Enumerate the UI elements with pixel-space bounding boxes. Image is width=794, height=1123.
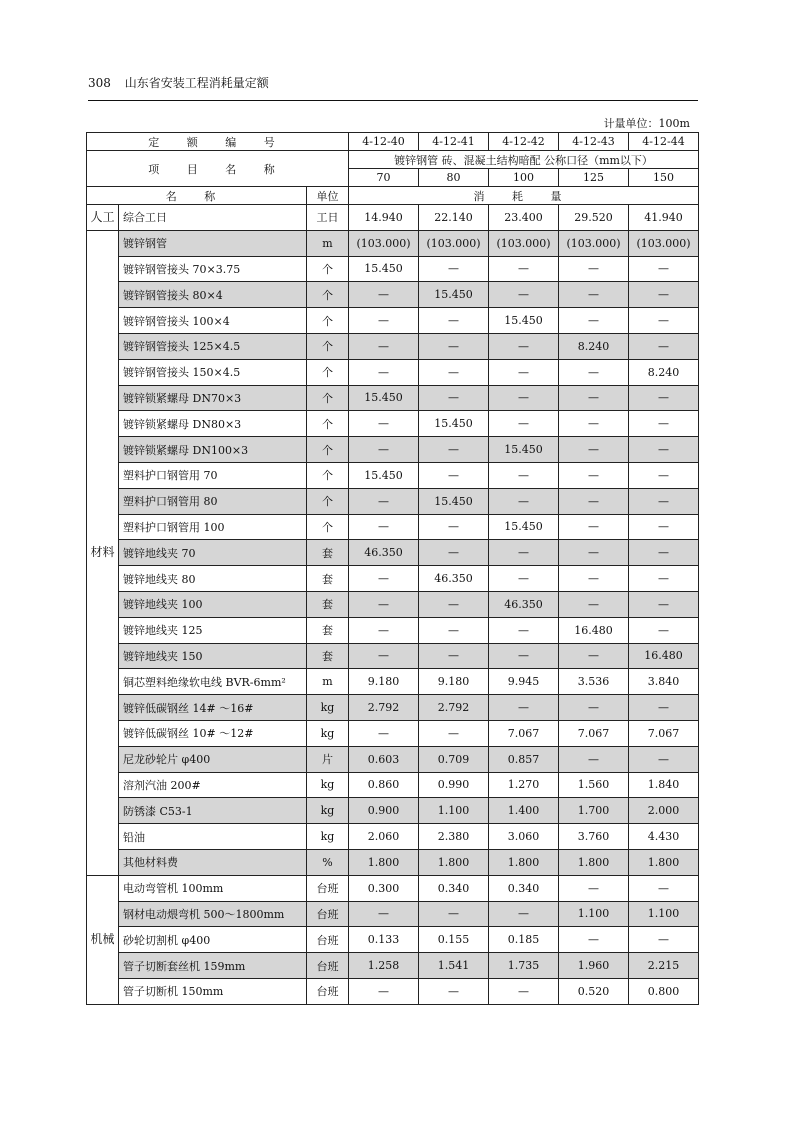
value-cell: —	[419, 514, 489, 540]
unit-cell: 个	[307, 385, 349, 411]
value-cell: 46.350	[419, 566, 489, 592]
value-cell: —	[629, 437, 699, 463]
item-description: 镀锌钢管 砖、混凝土结构暗配 公称口径（mm以下）	[349, 151, 699, 169]
quota-code: 4-12-44	[629, 133, 699, 151]
value-cell: 0.857	[489, 746, 559, 772]
material-name: 铜芯塑料绝缘软电线 BVR-6mm²	[119, 669, 307, 695]
unit-cell: 个	[307, 333, 349, 359]
value-cell: —	[559, 514, 629, 540]
value-cell: —	[489, 978, 559, 1004]
material-name: 其他材料费	[119, 849, 307, 875]
unit-cell: kg	[307, 824, 349, 850]
value-cell: —	[419, 643, 489, 669]
value-cell: —	[489, 359, 559, 385]
category-cell: 机械	[87, 875, 119, 1004]
unit-cell: m	[307, 230, 349, 256]
value-cell: —	[629, 385, 699, 411]
unit-cell: 个	[307, 282, 349, 308]
value-cell: —	[349, 617, 419, 643]
table-row	[87, 359, 699, 385]
value-cell: 0.603	[349, 746, 419, 772]
table-row	[87, 308, 699, 334]
value-cell: —	[349, 333, 419, 359]
value-cell: 9.180	[349, 669, 419, 695]
material-name: 镀锌钢管接头 150×4.5	[119, 359, 307, 385]
table-row	[87, 462, 699, 488]
value-cell: 1.270	[489, 772, 559, 798]
value-cell: 22.140	[419, 205, 489, 231]
material-name: 镀锌地线夹 100	[119, 591, 307, 617]
value-cell: (103.000)	[629, 230, 699, 256]
value-cell: —	[349, 308, 419, 334]
value-cell: 2.792	[419, 695, 489, 721]
value-cell: 15.450	[419, 282, 489, 308]
value-cell: —	[349, 359, 419, 385]
book-title: 山东省安装工程消耗量定额	[124, 76, 269, 90]
table-row	[87, 566, 699, 592]
value-cell: 9.180	[419, 669, 489, 695]
unit-cell: 台班	[307, 927, 349, 953]
value-cell: 0.185	[489, 927, 559, 953]
value-cell: —	[489, 643, 559, 669]
quota-code: 4-12-40	[349, 133, 419, 151]
value-cell: —	[559, 695, 629, 721]
material-name: 镀锌锁紧螺母 DN80×3	[119, 411, 307, 437]
material-name: 管子切断套丝机 159mm	[119, 953, 307, 979]
value-cell: 0.340	[419, 875, 489, 901]
value-cell: —	[419, 308, 489, 334]
value-cell: —	[419, 359, 489, 385]
value-cell: —	[629, 540, 699, 566]
value-cell: —	[629, 282, 699, 308]
value-cell: —	[349, 488, 419, 514]
table-row	[87, 849, 699, 875]
value-cell: 41.940	[629, 205, 699, 231]
table-row	[87, 798, 699, 824]
value-cell: 3.760	[559, 824, 629, 850]
value-cell: 1.800	[419, 849, 489, 875]
value-cell: —	[419, 591, 489, 617]
value-cell: —	[629, 462, 699, 488]
value-cell: —	[349, 437, 419, 463]
value-cell: —	[559, 488, 629, 514]
value-cell: 1.800	[629, 849, 699, 875]
material-name: 电动弯管机 100mm	[119, 875, 307, 901]
table-row	[87, 411, 699, 437]
value-cell: 3.536	[559, 669, 629, 695]
unit-cell: m	[307, 669, 349, 695]
value-cell: 2.215	[629, 953, 699, 979]
value-cell: 4.430	[629, 824, 699, 850]
value-cell: —	[559, 282, 629, 308]
table-row	[87, 824, 699, 850]
value-cell: (103.000)	[419, 230, 489, 256]
unit-cell: 台班	[307, 978, 349, 1004]
table-row	[87, 617, 699, 643]
table-row	[87, 978, 699, 1004]
unit-cell: %	[307, 849, 349, 875]
value-cell: —	[419, 333, 489, 359]
value-cell: —	[489, 385, 559, 411]
value-cell: —	[419, 540, 489, 566]
value-cell: 0.340	[489, 875, 559, 901]
table-row	[87, 514, 699, 540]
unit-cell: 个	[307, 308, 349, 334]
table-row	[87, 772, 699, 798]
table-row	[87, 643, 699, 669]
value-cell: —	[629, 746, 699, 772]
value-cell: 7.067	[489, 720, 559, 746]
value-cell: 1.800	[559, 849, 629, 875]
value-cell: 3.060	[489, 824, 559, 850]
value-cell: 15.450	[419, 411, 489, 437]
value-cell: —	[559, 927, 629, 953]
value-cell: —	[559, 385, 629, 411]
value-cell: —	[559, 411, 629, 437]
unit-cell: 工日	[307, 205, 349, 231]
unit-cell: 个	[307, 256, 349, 282]
value-cell: —	[629, 695, 699, 721]
value-cell: 1.960	[559, 953, 629, 979]
value-cell: —	[559, 566, 629, 592]
item-name-label: 项 目 名 称	[87, 151, 349, 187]
table-row	[87, 901, 699, 927]
unit-cell: 套	[307, 617, 349, 643]
value-cell: —	[489, 411, 559, 437]
value-cell: —	[489, 256, 559, 282]
material-name: 防锈漆 C53-1	[119, 798, 307, 824]
value-cell: 9.945	[489, 669, 559, 695]
value-cell: 0.520	[559, 978, 629, 1004]
unit-cell: kg	[307, 798, 349, 824]
unit-cell: 个	[307, 488, 349, 514]
material-name: 镀锌钢管接头 80×4	[119, 282, 307, 308]
value-cell: —	[349, 978, 419, 1004]
value-cell: 15.450	[419, 488, 489, 514]
unit-cell: 片	[307, 746, 349, 772]
header-rule	[88, 100, 698, 101]
value-cell: —	[559, 256, 629, 282]
unit-cell: 个	[307, 437, 349, 463]
value-cell: 0.800	[629, 978, 699, 1004]
table-row	[87, 746, 699, 772]
value-cell: —	[349, 643, 419, 669]
value-cell: —	[559, 308, 629, 334]
value-cell: 2.000	[629, 798, 699, 824]
diameter: 150	[629, 169, 699, 187]
unit-cell: 套	[307, 643, 349, 669]
value-cell: —	[349, 566, 419, 592]
value-cell: —	[489, 282, 559, 308]
value-cell: —	[419, 617, 489, 643]
value-cell: 46.350	[489, 591, 559, 617]
material-name: 镀锌地线夹 150	[119, 643, 307, 669]
value-cell: —	[629, 488, 699, 514]
value-cell: —	[419, 256, 489, 282]
value-cell: —	[629, 617, 699, 643]
value-cell: —	[419, 978, 489, 1004]
value-cell: 0.300	[349, 875, 419, 901]
value-cell: 1.800	[489, 849, 559, 875]
unit-cell: kg	[307, 772, 349, 798]
unit-cell: 个	[307, 359, 349, 385]
value-cell: 14.940	[349, 205, 419, 231]
value-cell: 2.060	[349, 824, 419, 850]
value-cell: 15.450	[489, 308, 559, 334]
material-name: 钢材电动煨弯机 500～1800mm	[119, 901, 307, 927]
value-cell: 0.709	[419, 746, 489, 772]
page-number: 308	[88, 76, 111, 90]
value-cell: —	[349, 514, 419, 540]
value-cell: 15.450	[349, 256, 419, 282]
material-name: 尼龙砂轮片 φ400	[119, 746, 307, 772]
value-cell: —	[629, 566, 699, 592]
value-cell: —	[559, 875, 629, 901]
material-name: 镀锌地线夹 80	[119, 566, 307, 592]
value-cell: —	[559, 540, 629, 566]
value-cell: 15.450	[349, 462, 419, 488]
material-name: 镀锌钢管	[119, 230, 307, 256]
value-cell: —	[559, 746, 629, 772]
table-row	[87, 875, 699, 901]
value-cell: —	[349, 901, 419, 927]
material-name: 塑料护口钢管用 100	[119, 514, 307, 540]
table-row	[87, 333, 699, 359]
value-cell: 0.155	[419, 927, 489, 953]
value-cell: —	[489, 333, 559, 359]
value-cell: (103.000)	[489, 230, 559, 256]
material-name: 镀锌低碳钢丝 14# ～16#	[119, 695, 307, 721]
unit-cell: 台班	[307, 953, 349, 979]
value-cell: —	[559, 591, 629, 617]
value-cell: —	[559, 359, 629, 385]
value-cell: 2.792	[349, 695, 419, 721]
material-name: 镀锌低碳钢丝 10# ～12#	[119, 720, 307, 746]
value-cell: 0.133	[349, 927, 419, 953]
value-cell: 0.900	[349, 798, 419, 824]
material-name: 镀锌地线夹 70	[119, 540, 307, 566]
value-cell: —	[489, 901, 559, 927]
table-row	[87, 953, 699, 979]
category-cell: 材料	[87, 230, 119, 875]
value-cell: —	[489, 462, 559, 488]
diameter: 80	[419, 169, 489, 187]
value-cell: —	[349, 411, 419, 437]
table-row	[87, 282, 699, 308]
value-cell: —	[629, 927, 699, 953]
value-cell: 29.520	[559, 205, 629, 231]
value-cell: 1.541	[419, 953, 489, 979]
value-cell: 3.840	[629, 669, 699, 695]
value-cell: —	[629, 308, 699, 334]
value-cell: 2.380	[419, 824, 489, 850]
value-cell: 16.480	[559, 617, 629, 643]
value-cell: 15.450	[489, 437, 559, 463]
table-row	[87, 720, 699, 746]
value-cell: —	[489, 540, 559, 566]
value-cell: —	[629, 256, 699, 282]
table-row	[87, 695, 699, 721]
value-cell: —	[349, 282, 419, 308]
value-cell: 1.560	[559, 772, 629, 798]
material-name: 镀锌地线夹 125	[119, 617, 307, 643]
value-cell: —	[559, 437, 629, 463]
table-row	[87, 591, 699, 617]
diameter: 70	[349, 169, 419, 187]
value-cell: —	[489, 617, 559, 643]
unit-cell: 套	[307, 591, 349, 617]
value-cell: 0.990	[419, 772, 489, 798]
value-cell: 1.735	[489, 953, 559, 979]
material-name: 塑料护口钢管用 80	[119, 488, 307, 514]
unit-cell: 台班	[307, 901, 349, 927]
value-cell: 1.100	[629, 901, 699, 927]
material-name: 综合工日	[119, 205, 307, 231]
material-name: 溶剂汽油 200#	[119, 772, 307, 798]
quota-code: 4-12-41	[419, 133, 489, 151]
material-name: 镀锌钢管接头 100×4	[119, 308, 307, 334]
quota-code: 4-12-43	[559, 133, 629, 151]
unit-cell: 套	[307, 540, 349, 566]
value-cell: —	[629, 333, 699, 359]
value-cell: —	[489, 566, 559, 592]
unit-cell: 台班	[307, 875, 349, 901]
quota-no-label: 定 额 编 号	[87, 133, 349, 151]
material-name: 镀锌锁紧螺母 DN100×3	[119, 437, 307, 463]
value-cell: 8.240	[629, 359, 699, 385]
unit-cell: kg	[307, 720, 349, 746]
value-cell: 15.450	[489, 514, 559, 540]
table-row	[87, 540, 699, 566]
table-row	[87, 669, 699, 695]
value-cell: 0.860	[349, 772, 419, 798]
value-cell: 1.100	[419, 798, 489, 824]
value-cell: 1.700	[559, 798, 629, 824]
value-cell: —	[559, 643, 629, 669]
value-cell: (103.000)	[559, 230, 629, 256]
value-cell: —	[489, 488, 559, 514]
value-cell: 1.800	[349, 849, 419, 875]
unit-cell: kg	[307, 695, 349, 721]
value-cell: —	[349, 720, 419, 746]
value-cell: —	[629, 411, 699, 437]
quota-table	[86, 132, 699, 1005]
value-cell: —	[419, 437, 489, 463]
value-cell: —	[419, 462, 489, 488]
category-cell: 人工	[87, 205, 119, 231]
page-header	[88, 74, 269, 91]
value-cell: —	[349, 591, 419, 617]
material-name: 镀锌锁紧螺母 DN70×3	[119, 385, 307, 411]
material-name: 铅油	[119, 824, 307, 850]
value-cell: 1.400	[489, 798, 559, 824]
value-cell: —	[419, 901, 489, 927]
value-cell: —	[629, 875, 699, 901]
material-name: 镀锌钢管接头 70×3.75	[119, 256, 307, 282]
diameter: 125	[559, 169, 629, 187]
material-name: 塑料护口钢管用 70	[119, 462, 307, 488]
material-name: 镀锌钢管接头 125×4.5	[119, 333, 307, 359]
table-row	[87, 256, 699, 282]
value-cell: 1.100	[559, 901, 629, 927]
value-cell: 46.350	[349, 540, 419, 566]
value-cell: —	[559, 462, 629, 488]
value-cell: 1.840	[629, 772, 699, 798]
unit-cell: 个	[307, 411, 349, 437]
value-cell: 16.480	[629, 643, 699, 669]
table-row	[87, 488, 699, 514]
value-cell: —	[489, 695, 559, 721]
value-cell: —	[629, 514, 699, 540]
value-cell: (103.000)	[349, 230, 419, 256]
value-cell: —	[419, 720, 489, 746]
consumption-header: 消 耗 量	[349, 187, 699, 205]
table-row	[87, 230, 699, 256]
table-row	[87, 205, 699, 231]
value-cell: 15.450	[349, 385, 419, 411]
diameter: 100	[489, 169, 559, 187]
name-header: 名 称	[87, 187, 307, 205]
unit-note: 计量单位：100m	[603, 117, 690, 130]
unit-header: 单位	[307, 187, 349, 205]
quota-code: 4-12-42	[489, 133, 559, 151]
value-cell: 7.067	[629, 720, 699, 746]
material-name: 砂轮切割机 φ400	[119, 927, 307, 953]
value-cell: 23.400	[489, 205, 559, 231]
table-row	[87, 927, 699, 953]
unit-cell: 个	[307, 462, 349, 488]
unit-cell: 套	[307, 566, 349, 592]
unit-cell: 个	[307, 514, 349, 540]
table-row	[87, 437, 699, 463]
material-name: 管子切断机 150mm	[119, 978, 307, 1004]
value-cell: —	[419, 385, 489, 411]
value-cell: —	[629, 591, 699, 617]
value-cell: 1.258	[349, 953, 419, 979]
value-cell: 8.240	[559, 333, 629, 359]
value-cell: 7.067	[559, 720, 629, 746]
table-row	[87, 385, 699, 411]
